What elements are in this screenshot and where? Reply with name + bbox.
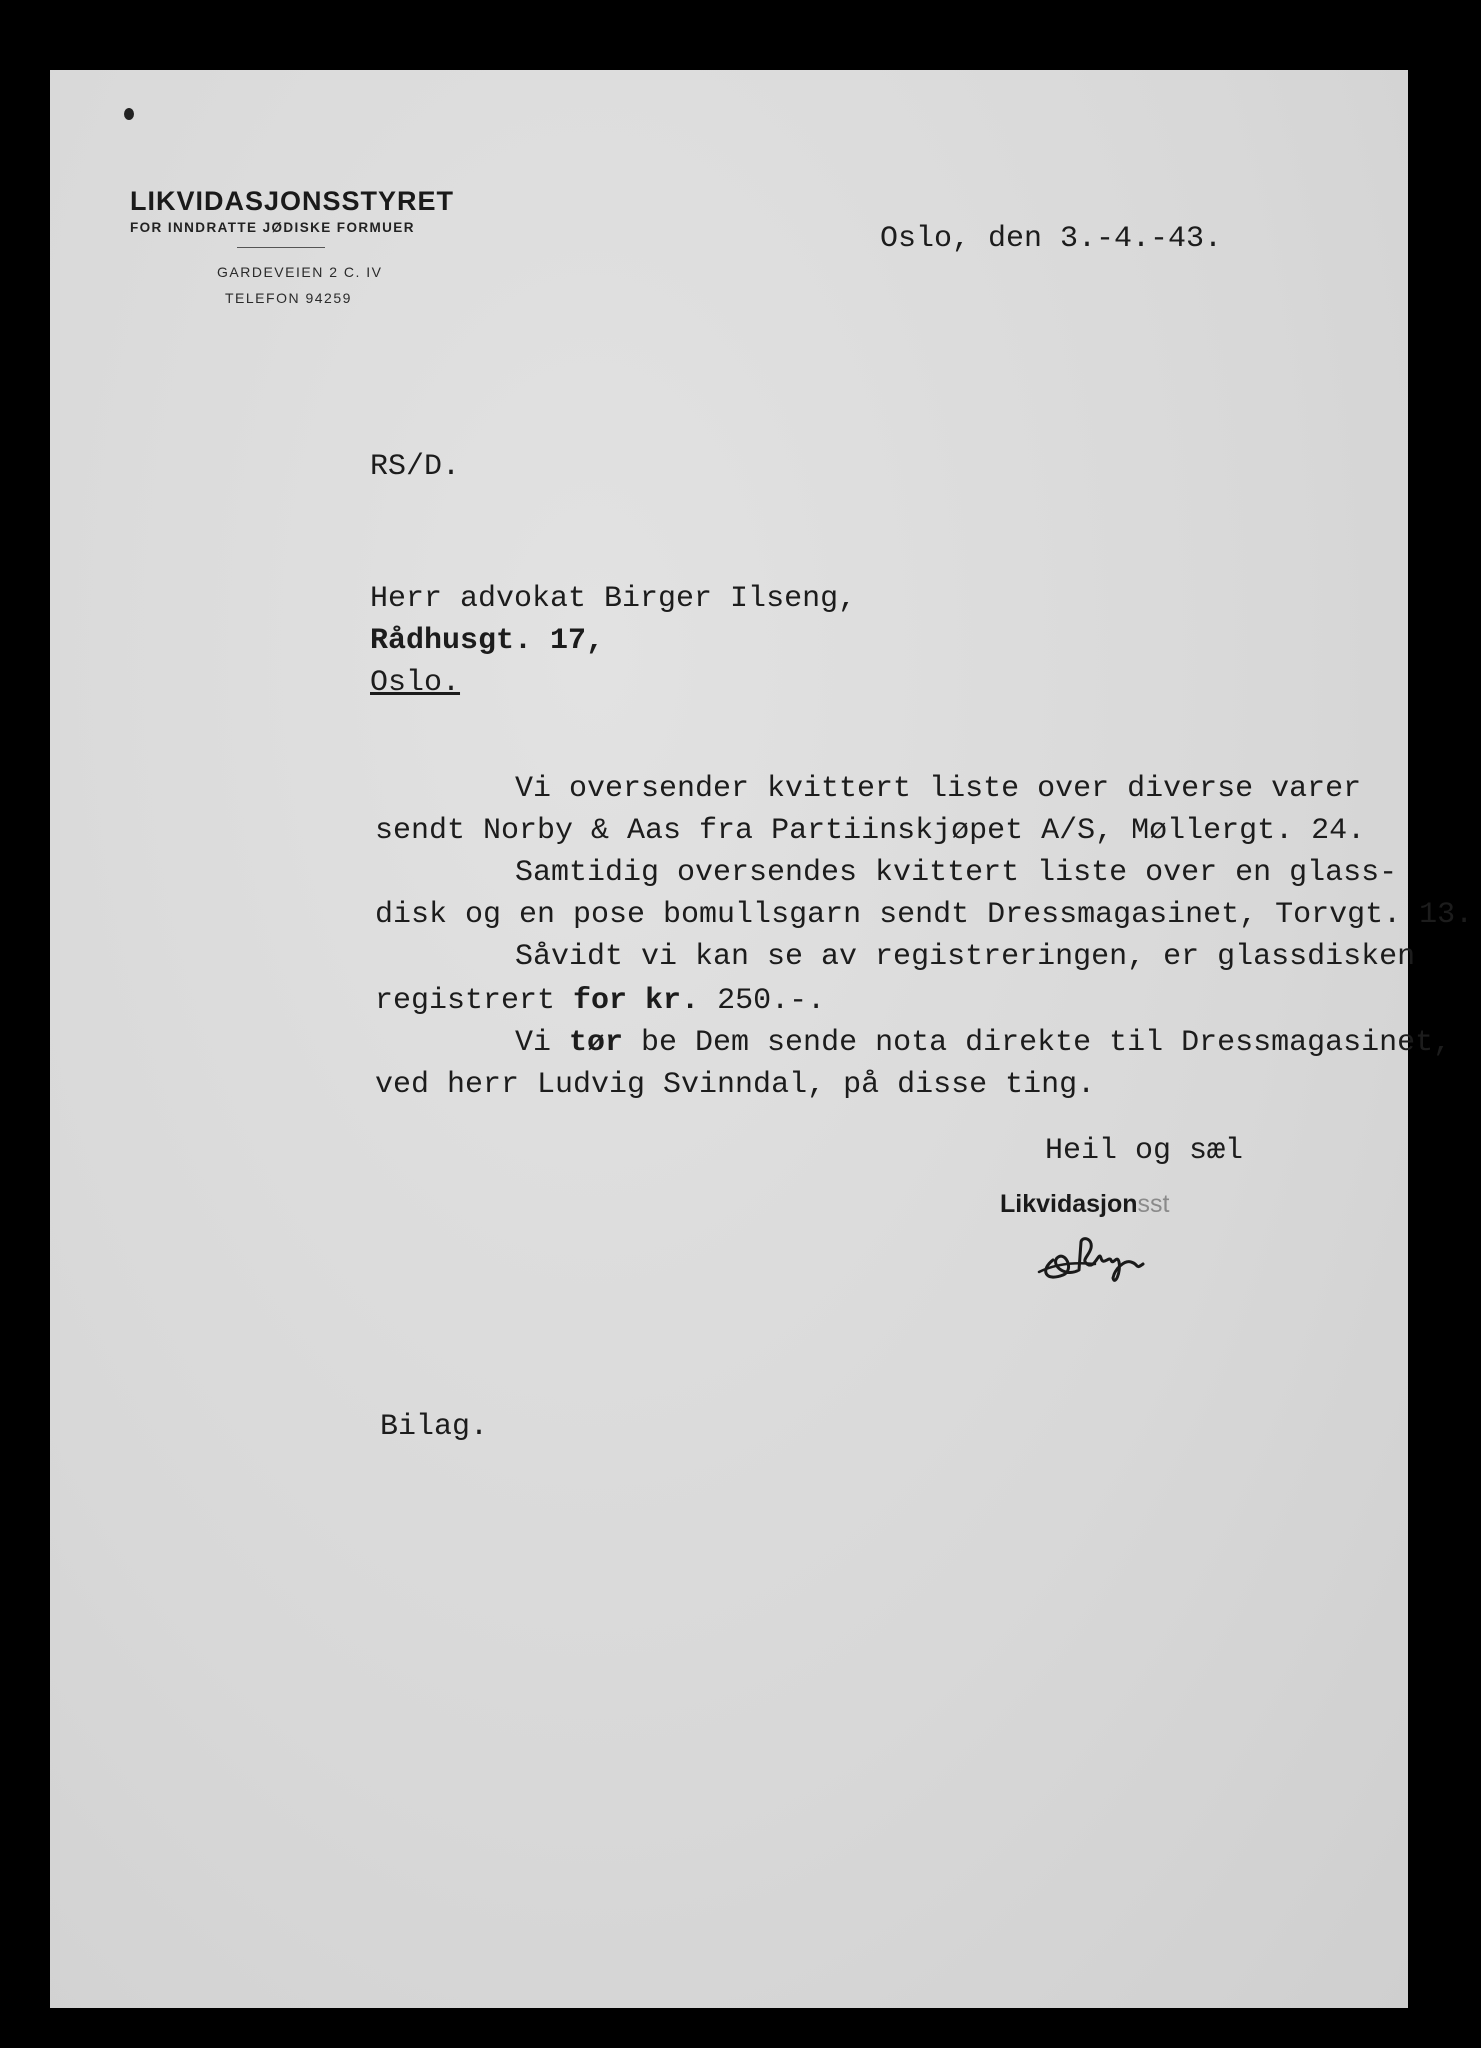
date-line: Oslo, den 3.-4.-43.: [880, 222, 1223, 256]
body-text: Vi: [515, 1026, 570, 1060]
body-line: Vi oversender kvittert liste over diverse varer: [515, 772, 1362, 806]
recipient-city: Oslo.: [370, 666, 461, 700]
body-line: Såvidt vi kan se av registreringen, er glassdisken: [515, 940, 1416, 974]
enclosure-note: Bilag.: [380, 1410, 489, 1444]
body-line: disk og en pose bomullsgarn sendt Dressmagasinet, Torvgt. 13.: [375, 898, 1474, 932]
letterhead-organization: LIKVIDASJONSSTYRET: [130, 186, 455, 216]
handwritten-signature: [1035, 1220, 1155, 1290]
body-text-bold: for kr.: [573, 984, 700, 1018]
letterhead-subtitle: FOR INNDRATTE JØDISKE FORMUER: [130, 220, 415, 235]
body-text-bold: tør: [569, 1026, 624, 1060]
stamp-text-faint: sst: [1137, 1190, 1170, 1218]
recipient-name: Herr advokat Birger Ilseng,: [370, 582, 857, 616]
body-line: ved herr Ludvig Svinndal, på disse ting.: [375, 1068, 1096, 1102]
organization-stamp: [1000, 1190, 1170, 1219]
letterhead-divider: [237, 247, 325, 248]
body-line: Samtidig oversendes kvittert liste over en glass-: [515, 856, 1398, 890]
closing-salutation: Heil og sæl: [1045, 1134, 1244, 1168]
body-line: [375, 984, 825, 1018]
body-line: [515, 1026, 1451, 1060]
letterhead-phone: TELEFON 94259: [225, 290, 352, 306]
body-text: registrert: [375, 984, 574, 1018]
letterhead-address: GARDEVEIEN 2 C. IV: [217, 264, 383, 280]
letter-page: [50, 70, 1474, 2008]
stamp-text: Likvidasjon: [1000, 1190, 1138, 1218]
reference-code: RS/D.: [370, 450, 461, 484]
body-line: sendt Norby & Aas fra Partiinskjøpet A/S, Møllergt. 24.: [375, 814, 1366, 848]
body-text: be Dem sende nota direkte til Dressmagasinet,: [623, 1026, 1452, 1060]
ink-speck: [124, 108, 134, 120]
body-text: 250.-.: [699, 984, 826, 1018]
recipient-street: Rådhusgt. 17,: [370, 624, 605, 658]
